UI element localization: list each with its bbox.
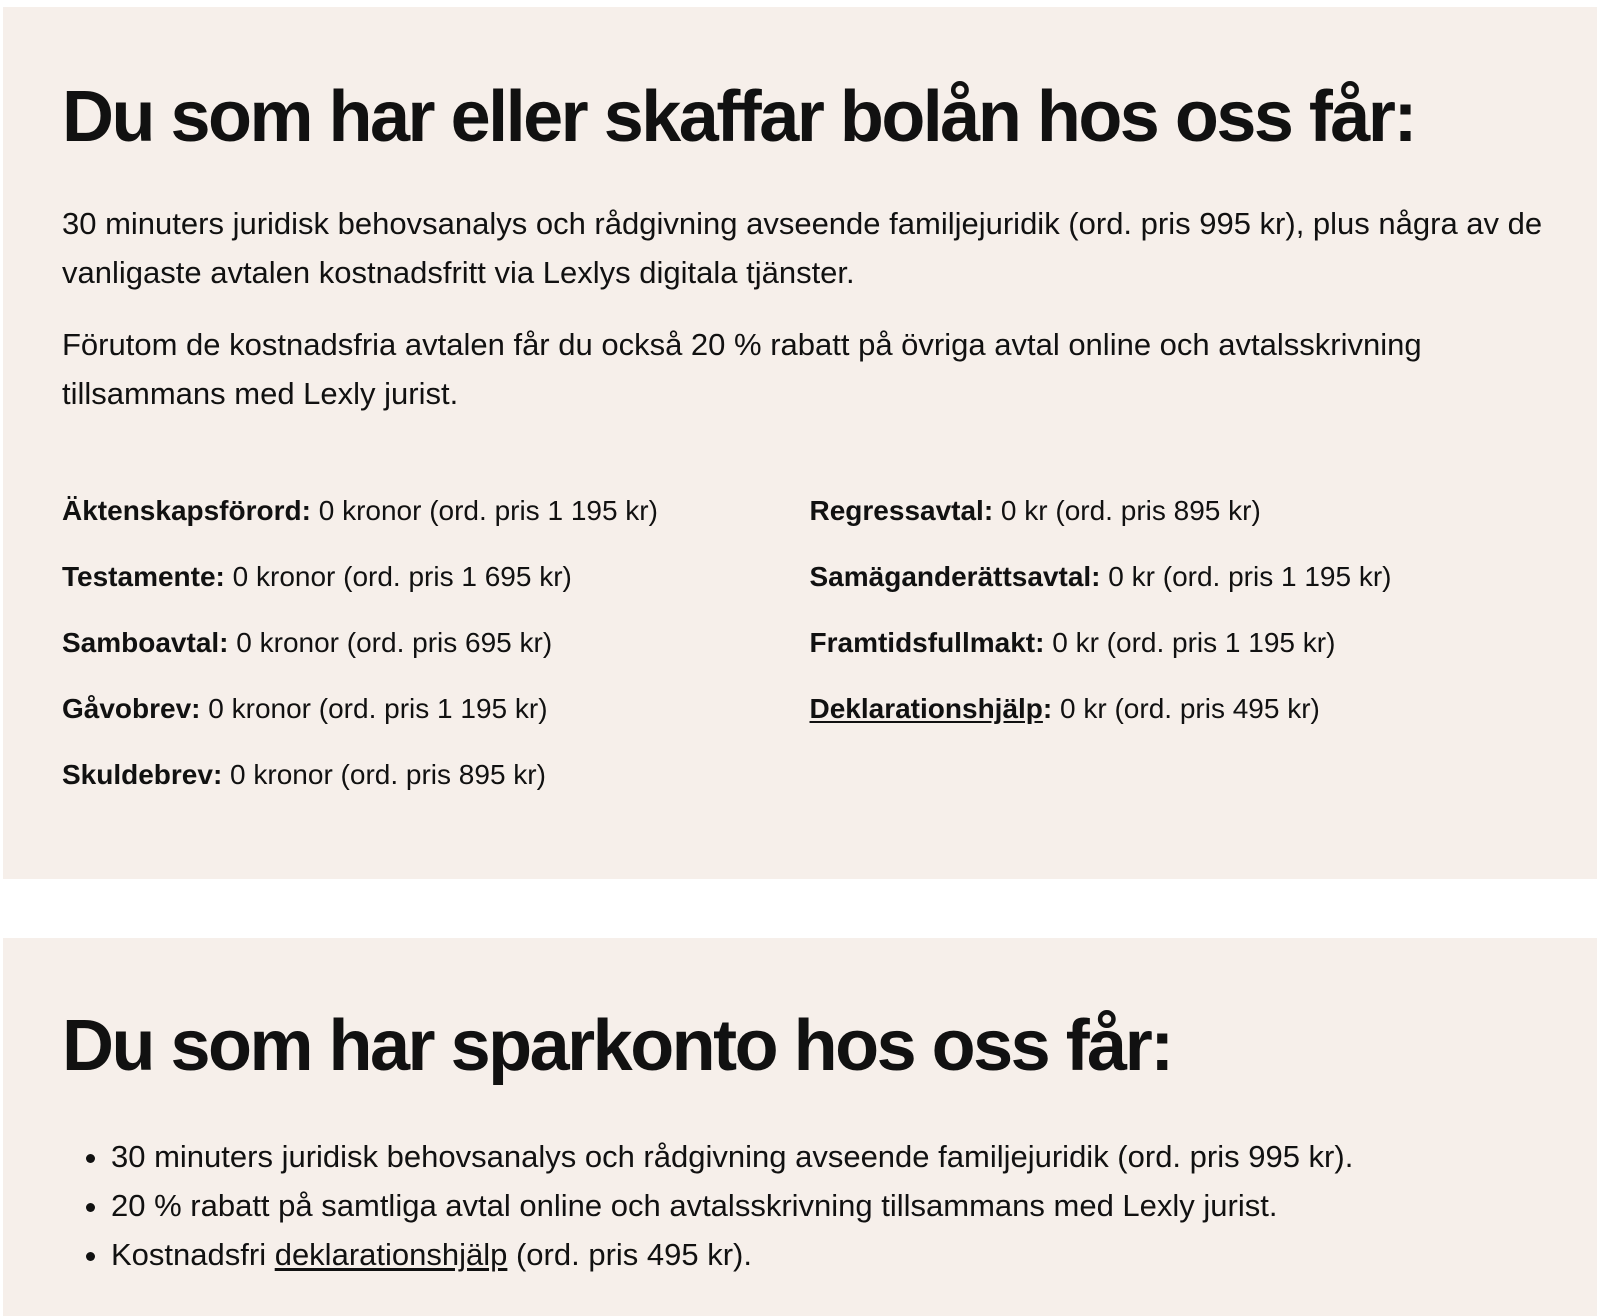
offer-price: 0 kronor (ord. pris 695 kr) — [228, 627, 553, 658]
offer-item-gavobrev — [62, 692, 810, 726]
offer-price: 0 kronor (ord. pris 1 695 kr) — [224, 561, 572, 592]
offer-name: Skuldebrev: — [62, 759, 223, 790]
mortgage-offer-title: Du som har eller skaffar bolån hos oss får: — [62, 77, 1415, 157]
offer-price: 0 kronor (ord. pris 1 195 kr) — [200, 693, 548, 724]
offer-price: 0 kr (ord. pris 495 kr) — [1052, 693, 1320, 724]
deklarationshjalp-inline-link[interactable]: deklarationshjälp — [274, 1237, 508, 1272]
offer-item-testamente — [62, 560, 810, 594]
list-item — [111, 1230, 1557, 1279]
offer-item-regressavtal — [810, 494, 1558, 528]
offer-price: 0 kronor (ord. pris 895 kr) — [222, 759, 546, 790]
offer-column-left — [62, 494, 810, 824]
mortgage-intro-paragraph-1: 30 minuters juridisk behovsanalys och rådgivning avseende familjejuridik (ord. pris 995 kr), plus några av de vanligaste avtalen kostnadsfritt via Lexlys digitala tjänster. — [62, 206, 1543, 290]
savings-offer-title: Du som har sparkonto hos oss får: — [62, 1006, 1172, 1086]
list-item: • 20 % rabatt på samtliga avtal online och avtalsskrivning tillsammans med Lexly jurist. — [111, 1181, 1557, 1230]
offer-price: 0 kr (ord. pris 1 195 kr) — [1044, 627, 1336, 658]
offer-name: Äktenskapsförord: — [62, 495, 311, 526]
offer-price: 0 kr (ord. pris 1 195 kr) — [1100, 561, 1392, 592]
offer-item-deklarationshjalp — [810, 692, 1558, 726]
offer-item-samboavtal — [62, 626, 810, 660]
offer-column-right — [810, 494, 1558, 824]
savings-offer-panel — [3, 938, 1597, 1316]
savings-benefit-list — [62, 1132, 1557, 1279]
offer-list — [62, 494, 1557, 824]
benefit-prefix: Kostnadsfri — [111, 1237, 275, 1272]
offer-item-aktenskapsforord — [62, 494, 810, 528]
offer-name: Samboavtal: — [62, 627, 229, 658]
offer-name: Testamente: — [62, 561, 225, 592]
deklarationshjalp-link[interactable]: Deklarationshjälp — [809, 693, 1043, 724]
offer-name: Samäganderättsavtal: — [809, 561, 1101, 592]
offer-item-framtidsfullmakt — [810, 626, 1558, 660]
offer-price: 0 kronor (ord. pris 1 195 kr) — [310, 495, 658, 526]
list-item: • 30 minuters juridisk behovsanalys och rådgivning avseende familjejuridik (ord. pris 995 kr). — [111, 1132, 1557, 1181]
offer-name-colon: : — [1042, 693, 1053, 724]
offer-item-skuldebrev — [62, 758, 810, 792]
offer-name: Framtidsfullmakt: — [809, 627, 1045, 658]
benefit-suffix: (ord. pris 495 kr). — [507, 1237, 752, 1272]
mortgage-offer-panel — [3, 7, 1597, 879]
offer-item-samaganderattsavtal — [810, 560, 1558, 594]
offer-name: Gåvobrev: — [62, 693, 201, 724]
offer-price: 0 kr (ord. pris 895 kr) — [993, 495, 1261, 526]
offer-name: Regressavtal: — [809, 495, 994, 526]
mortgage-intro-paragraph-2: Förutom de kostnadsfria avtalen får du också 20 % rabatt på övriga avtal online och avtalsskrivning tillsammans med Lexly jurist. — [62, 327, 1422, 411]
